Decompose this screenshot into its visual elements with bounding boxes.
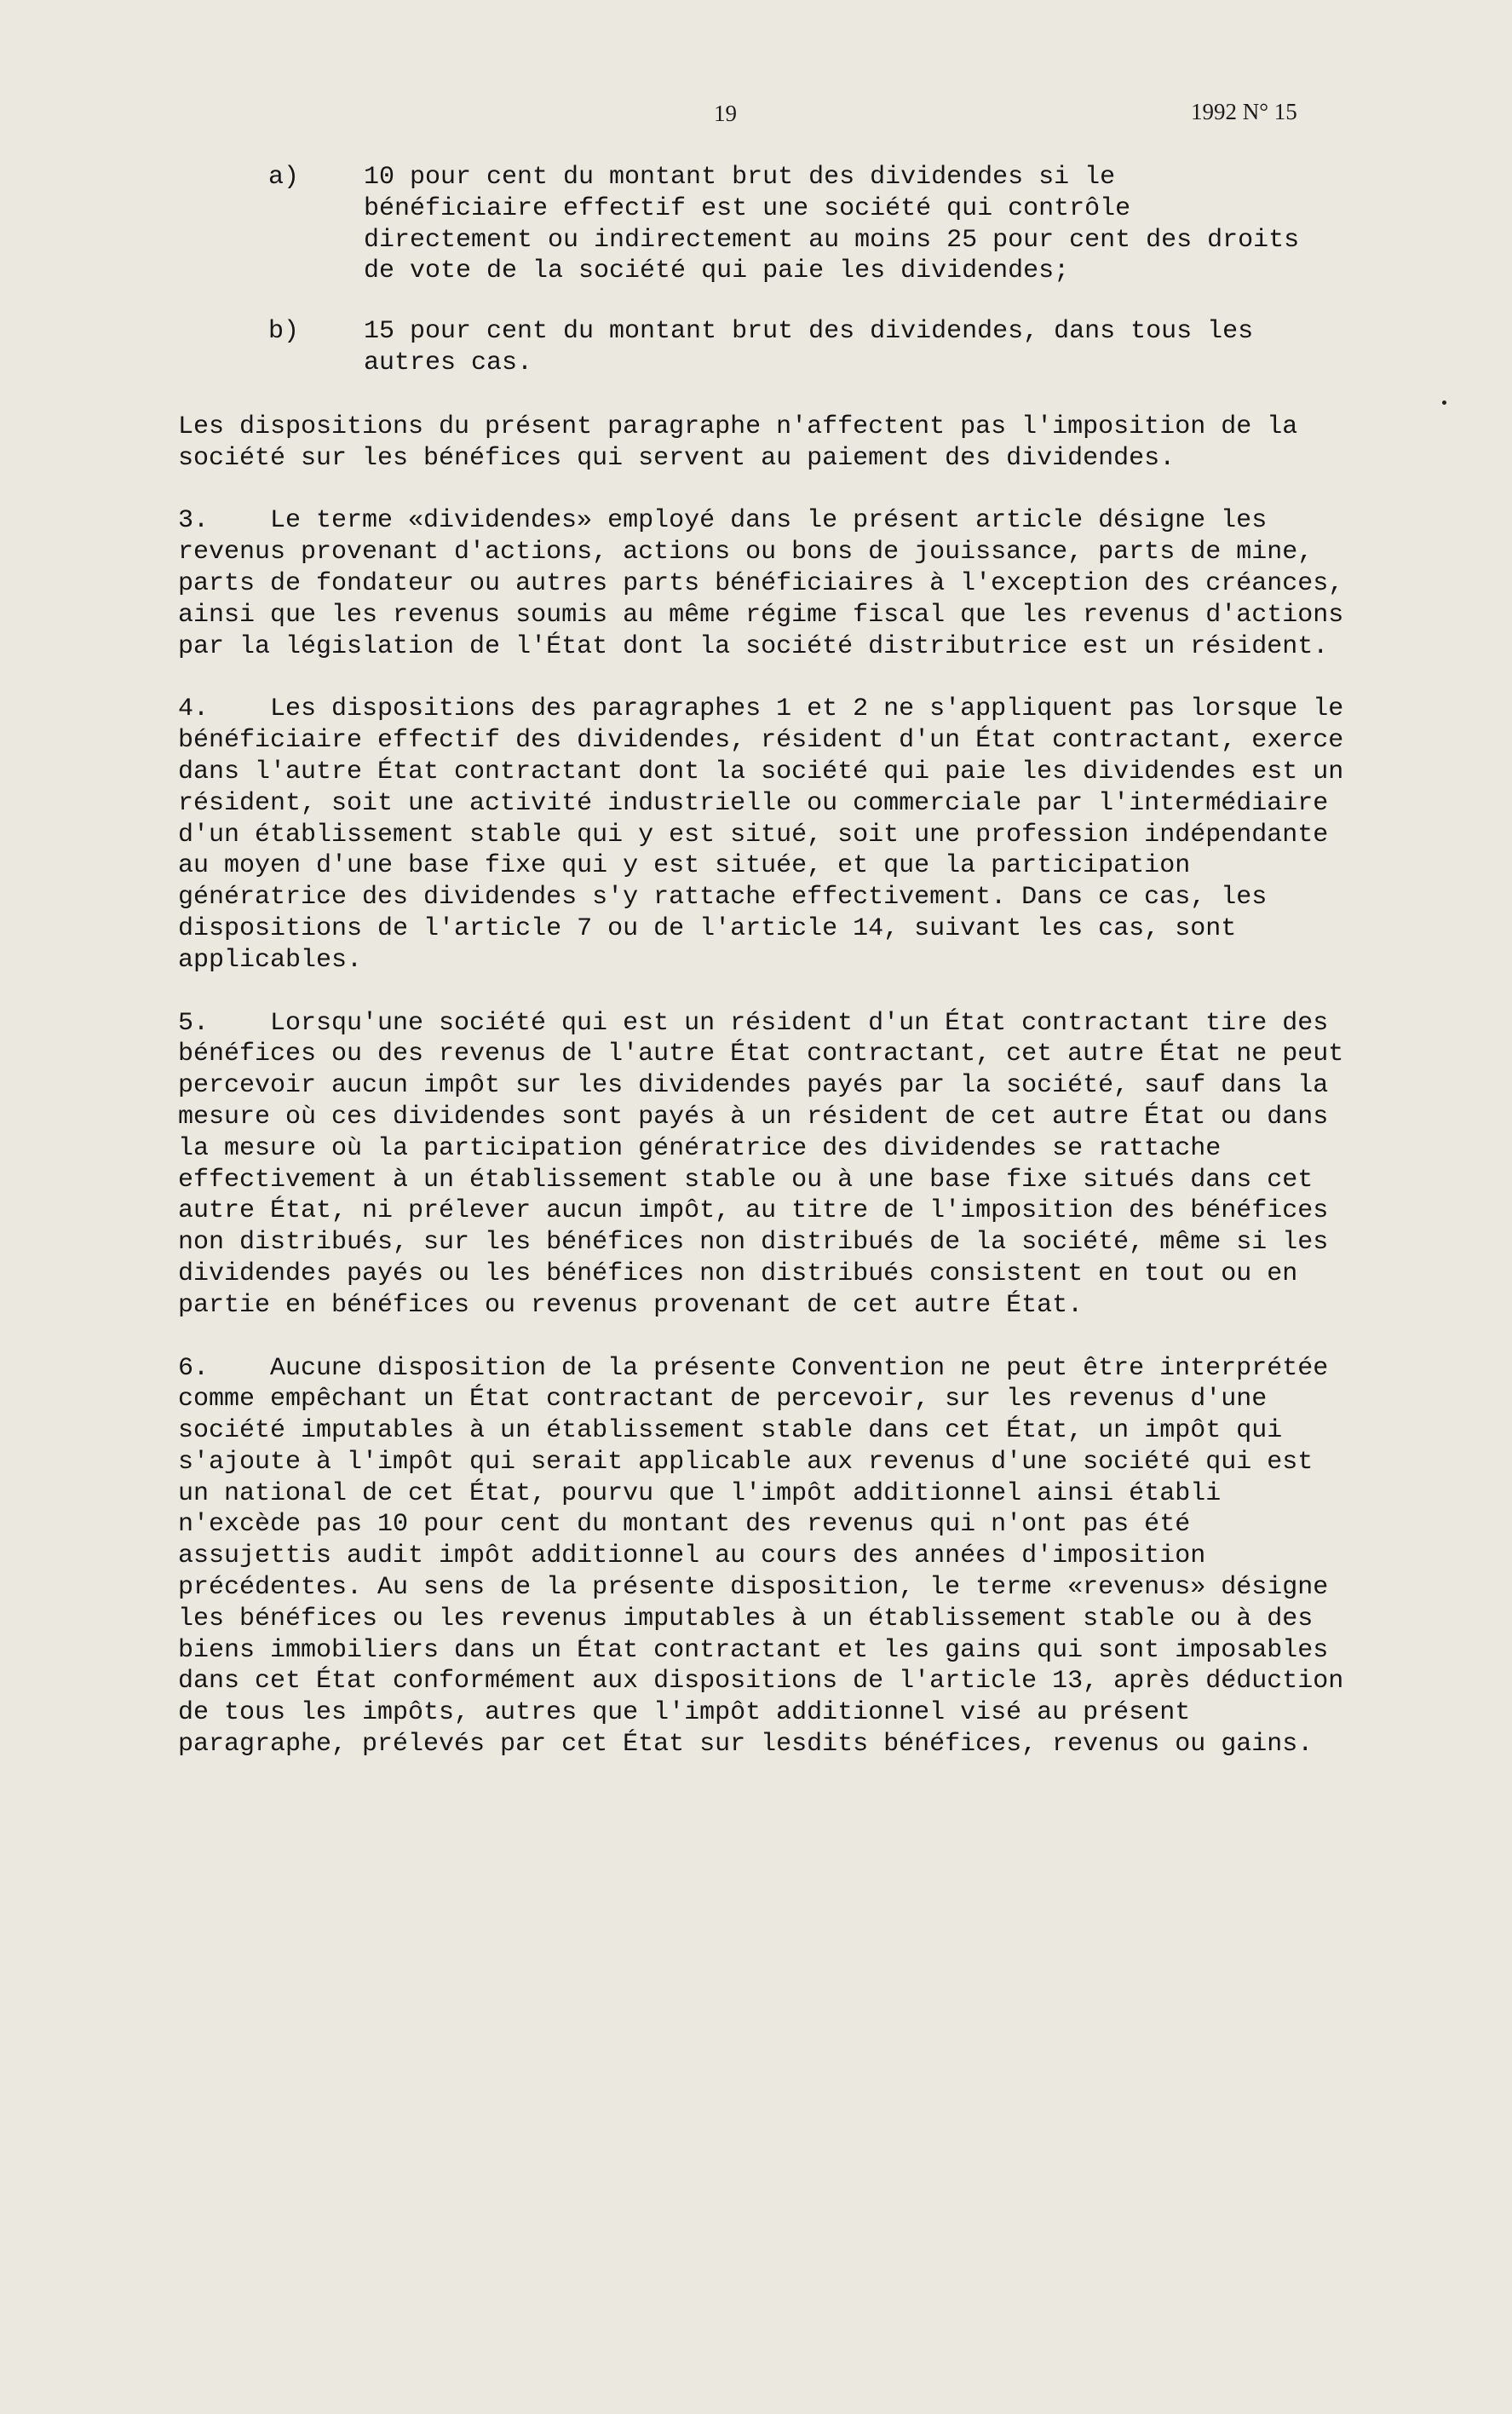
list-item-a [178, 162, 1354, 287]
paragraph-5 [178, 1008, 1354, 1322]
page-number: 19 [714, 101, 737, 126]
paragraph-number: 5. [178, 1008, 210, 1038]
paragraph-text: Aucune disposition de la présente Convention ne peut être interprétée comme empêchant un État contractant de percevoir, sur les revenus d'une société imputables à un établissement stable dans cet État, un impôt qui s'ajoute à l'impôt qui serait applicable aux revenus d'une société qui est un national de cet État, pourvu que l'impôt additionnel ainsi établi n'excède pas 10 pour cent du montant des revenus qui n'ont pas été assujettis audit impôt additionnel au cours des années d'imposition précédentes. Au sens de la présente disposition, le terme «revenus» désigne les bénéfices ou les revenus imputables à un établissement stable ou à des biens immobiliers dans un État contractant et les gains qui sont imposables dans cet État conformément aux dispositions de l'article 13, après déduction de tous les impôts, autres que l'impôt additionnel visé au présent paragraphe, prélevés par cet État sur lesdits bénéfices, revenus ou gains. [178, 1353, 1344, 1760]
list-marker: a) [268, 163, 300, 192]
paragraph-3 [178, 505, 1354, 662]
list-item-text: 15 pour cent du montant brut des dividendes, dans tous les autres cas. [364, 317, 1254, 377]
paragraph-text: Le terme «dividendes» employé dans le présent article désigne les revenus provenant d'actions, actions ou bons de jouissance, parts de mine, parts de fondateur ou autres parts bénéficiaires à l'exception des créances, ainsi que les revenus soumis au même régime fiscal que les revenus d'actions par la législation de l'État dont la société distributrice est un résident. [178, 506, 1344, 661]
paragraph-text: Lorsqu'une société qui est un résident d'un État contractant tire des bénéfices ou des revenus de l'autre État contractant, cet autre État ne peut percevoir aucun impôt sur les dividendes payés par la société, sauf dans la mesure où ces dividendes sont payés à un résident de cet autre État ou dans la mesure où la participation génératrice des dividendes se rattache effectivement à un établissement stable ou à une base fixe situés dans cet autre État, ni prélever aucun impôt, au titre de l'imposition des bénéfices non distribués, sur les bénéfices non distribués de la société, même si les dividendes payés ou les bénéfices non distribués consistent en tout ou en partie en bénéfices ou revenus provenant de cet autre État. [178, 1008, 1344, 1320]
paragraph-6 [178, 1353, 1354, 1760]
list-item-b [178, 316, 1354, 379]
document-body [178, 162, 1354, 1792]
paragraph-number: 4. [178, 694, 210, 724]
scan-speck [1442, 400, 1446, 405]
paragraph-text: Les dispositions du présent paragraphe n'affectent pas l'imposition de la société sur les bénéfices qui servent au paiement des dividendes. [178, 412, 1298, 473]
list-item-text: 10 pour cent du montant brut des dividendes si le bénéficiaire effectif est une société qui contrôle directement ou indirectement au moins 25 pour cent des droits de vote de la société qui paie les dividendes; [364, 163, 1300, 286]
paragraph-2-conclusion [178, 412, 1354, 475]
paragraph-4 [178, 694, 1354, 976]
paragraph-number: 6. [178, 1353, 210, 1383]
paragraph-number: 3. [178, 506, 210, 536]
paragraph-text: Les dispositions des paragraphes 1 et 2 ne s'appliquent pas lorsque le bénéficiaire effectif des dividendes, résident d'un État contractant, exerce dans l'autre État contractant dont la société qui paie les dividendes est un résident, soit une activité industrielle ou commerciale par l'intermédiaire d'un établissement stable qui y est situé, soit une profession indépendante au moyen d'une base fixe qui y est située, et que la participation génératrice des dividendes s'y rattache effectivement. Dans ce cas, les dispositions de l'article 7 ou de l'article 14, suivant les cas, sont applicables. [178, 694, 1344, 975]
list-marker: b) [268, 317, 300, 347]
gazette-reference: 1992 N° 15 [1191, 99, 1297, 124]
